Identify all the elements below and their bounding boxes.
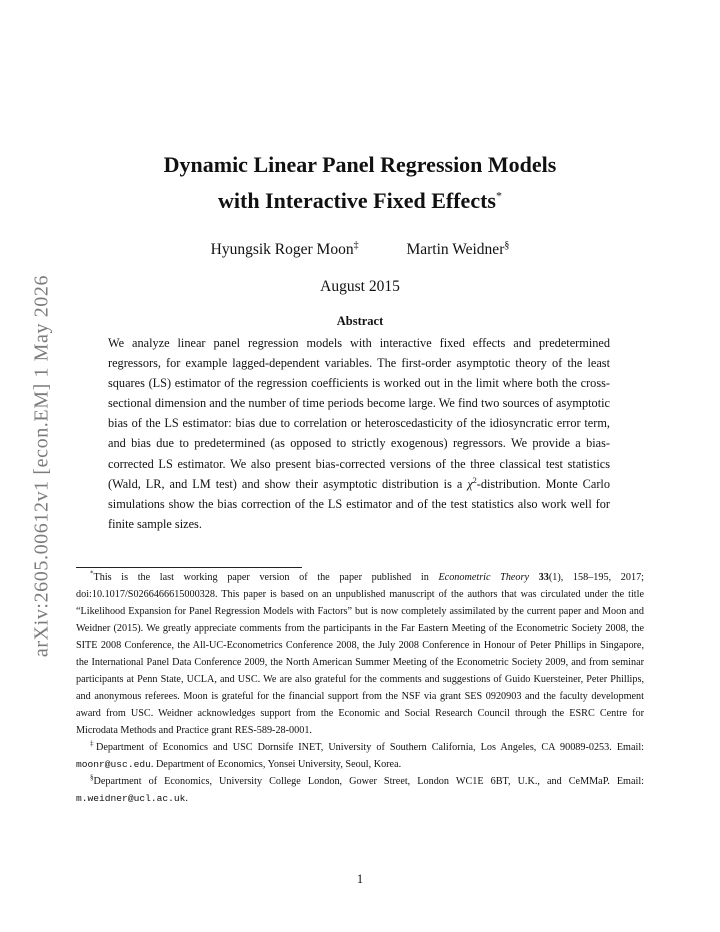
author-footnote-mark: § [504, 239, 510, 251]
footnotes [76, 569, 644, 807]
title-footnote-mark: * [495, 188, 502, 203]
footnote-text: . Department of Economics, Yonsei University, Seoul, Korea. [150, 759, 402, 770]
author-name: Hyungsik Roger Moon [210, 241, 354, 258]
chi-symbol: χ [467, 476, 473, 491]
chi-exponent: 2 [472, 475, 477, 485]
footnote-mark: § [90, 773, 94, 782]
title-line-1: Dynamic Linear Panel Regression Models [163, 152, 557, 177]
page-number: 1 [356, 872, 364, 886]
footnote-title [76, 569, 644, 739]
arxiv-identifier-stamp: arXiv:2605.00612v1 [econ.EM] 1 May 2026 [30, 274, 53, 658]
paper-title [100, 147, 620, 219]
journal-volume: 33 [538, 572, 549, 583]
abstract-text-part-2: -distribution. Monte Carlo simulations show the bias correction of the LS estimator and of the test statistics also work well for finite sample sizes. [108, 476, 610, 531]
footnote-text: Department of Economics, University College London, Gower Street, London WC1E 6BT, U.K., and CeMMaP. Email: [93, 776, 644, 787]
footnote-weidner [76, 773, 644, 807]
abstract-text-part-1: We analyze linear panel regression models with interactive fixed effects and predetermined regressors, for example lagged-dependent variables. The first-order asymptotic theory of the least squares (LS) estimator of the regression coefficients is worked out in the limit where both the cross-sectional dimension and the number of time periods become large. We find two sources of asymptotic bias of the LS estimator: bias due to correlation or heteroscedasticity of the idiosyncratic error term, and bias due to predetermined (as opposed to strictly exogenous) regressors. We provide a bias-corrected LS estimator. We also present bias-corrected versions of the three classical test statistics (Wald, LR, and LM test) and show their asymptotic distribution is a [108, 336, 610, 491]
footnote-text: Department of Economics and USC Dornsife INET, University of Southern California, Los Angeles, CA 90089-0253. Email: [96, 742, 644, 753]
journal-name: Econometric Theory [438, 572, 530, 583]
footnote-rule [76, 567, 302, 568]
abstract-heading: Abstract [336, 314, 384, 328]
footnote-mark: ‡ [90, 739, 96, 748]
abstract-text [108, 333, 610, 534]
footnote-moon [76, 739, 644, 773]
author-footnote-mark: ‡ [353, 239, 359, 251]
author-name: Martin Weidner [406, 241, 505, 258]
publication-date: August 2015 [320, 278, 400, 295]
title-line-2-text: with Interactive Fixed Effects [218, 188, 496, 213]
email-moon[interactable]: moonr@usc.edu [76, 759, 151, 770]
author-weidner [406, 241, 509, 259]
author-moon [211, 241, 359, 259]
email-weidner[interactable]: m.weidner@ucl.ac.uk [76, 793, 186, 804]
footnote-mark: * [90, 569, 94, 578]
author-list [100, 241, 620, 259]
footnote-text: This is the last working paper version of the paper published in [93, 572, 439, 583]
title-line-2 [100, 183, 620, 219]
footnote-text: . [185, 793, 188, 804]
footnote-text: (1), 158–195, 2017; doi:10.1017/S0266466615000328. This paper is based on an unpublished manuscript of the authors that was circulated under the title “Likelihood Expansion for Panel Regression Models with Factors” but is now completely assimilated by the current paper and Moon and Weidner (2015). We greatly appreciate comments from the participants in the Far Eastern Meeting of the Econometric Society 2008, the SITE 2008 Conference, the All-UC-Econometrics Conference 2008, the July 2008 Conference in Honour of Peter Phillips in Singapore, the International Panel Data Conference 2009, the North American Summer Meeting of the Econometric Society 2009, and from seminar participants at Penn State, UCLA, and USC. We are also grateful for the comments and suggestions of Guido Kuersteiner, Peter Phillips, and anonymous referees. Moon is grateful for the financial support from the NSF via grant SES 0920903 and the faculty development award from USC. Weidner acknowledges support from the Economic and Social Research Council through the ESRC Centre for Microdata Methods and Practice grant RES-589-28-0001. [76, 572, 644, 736]
